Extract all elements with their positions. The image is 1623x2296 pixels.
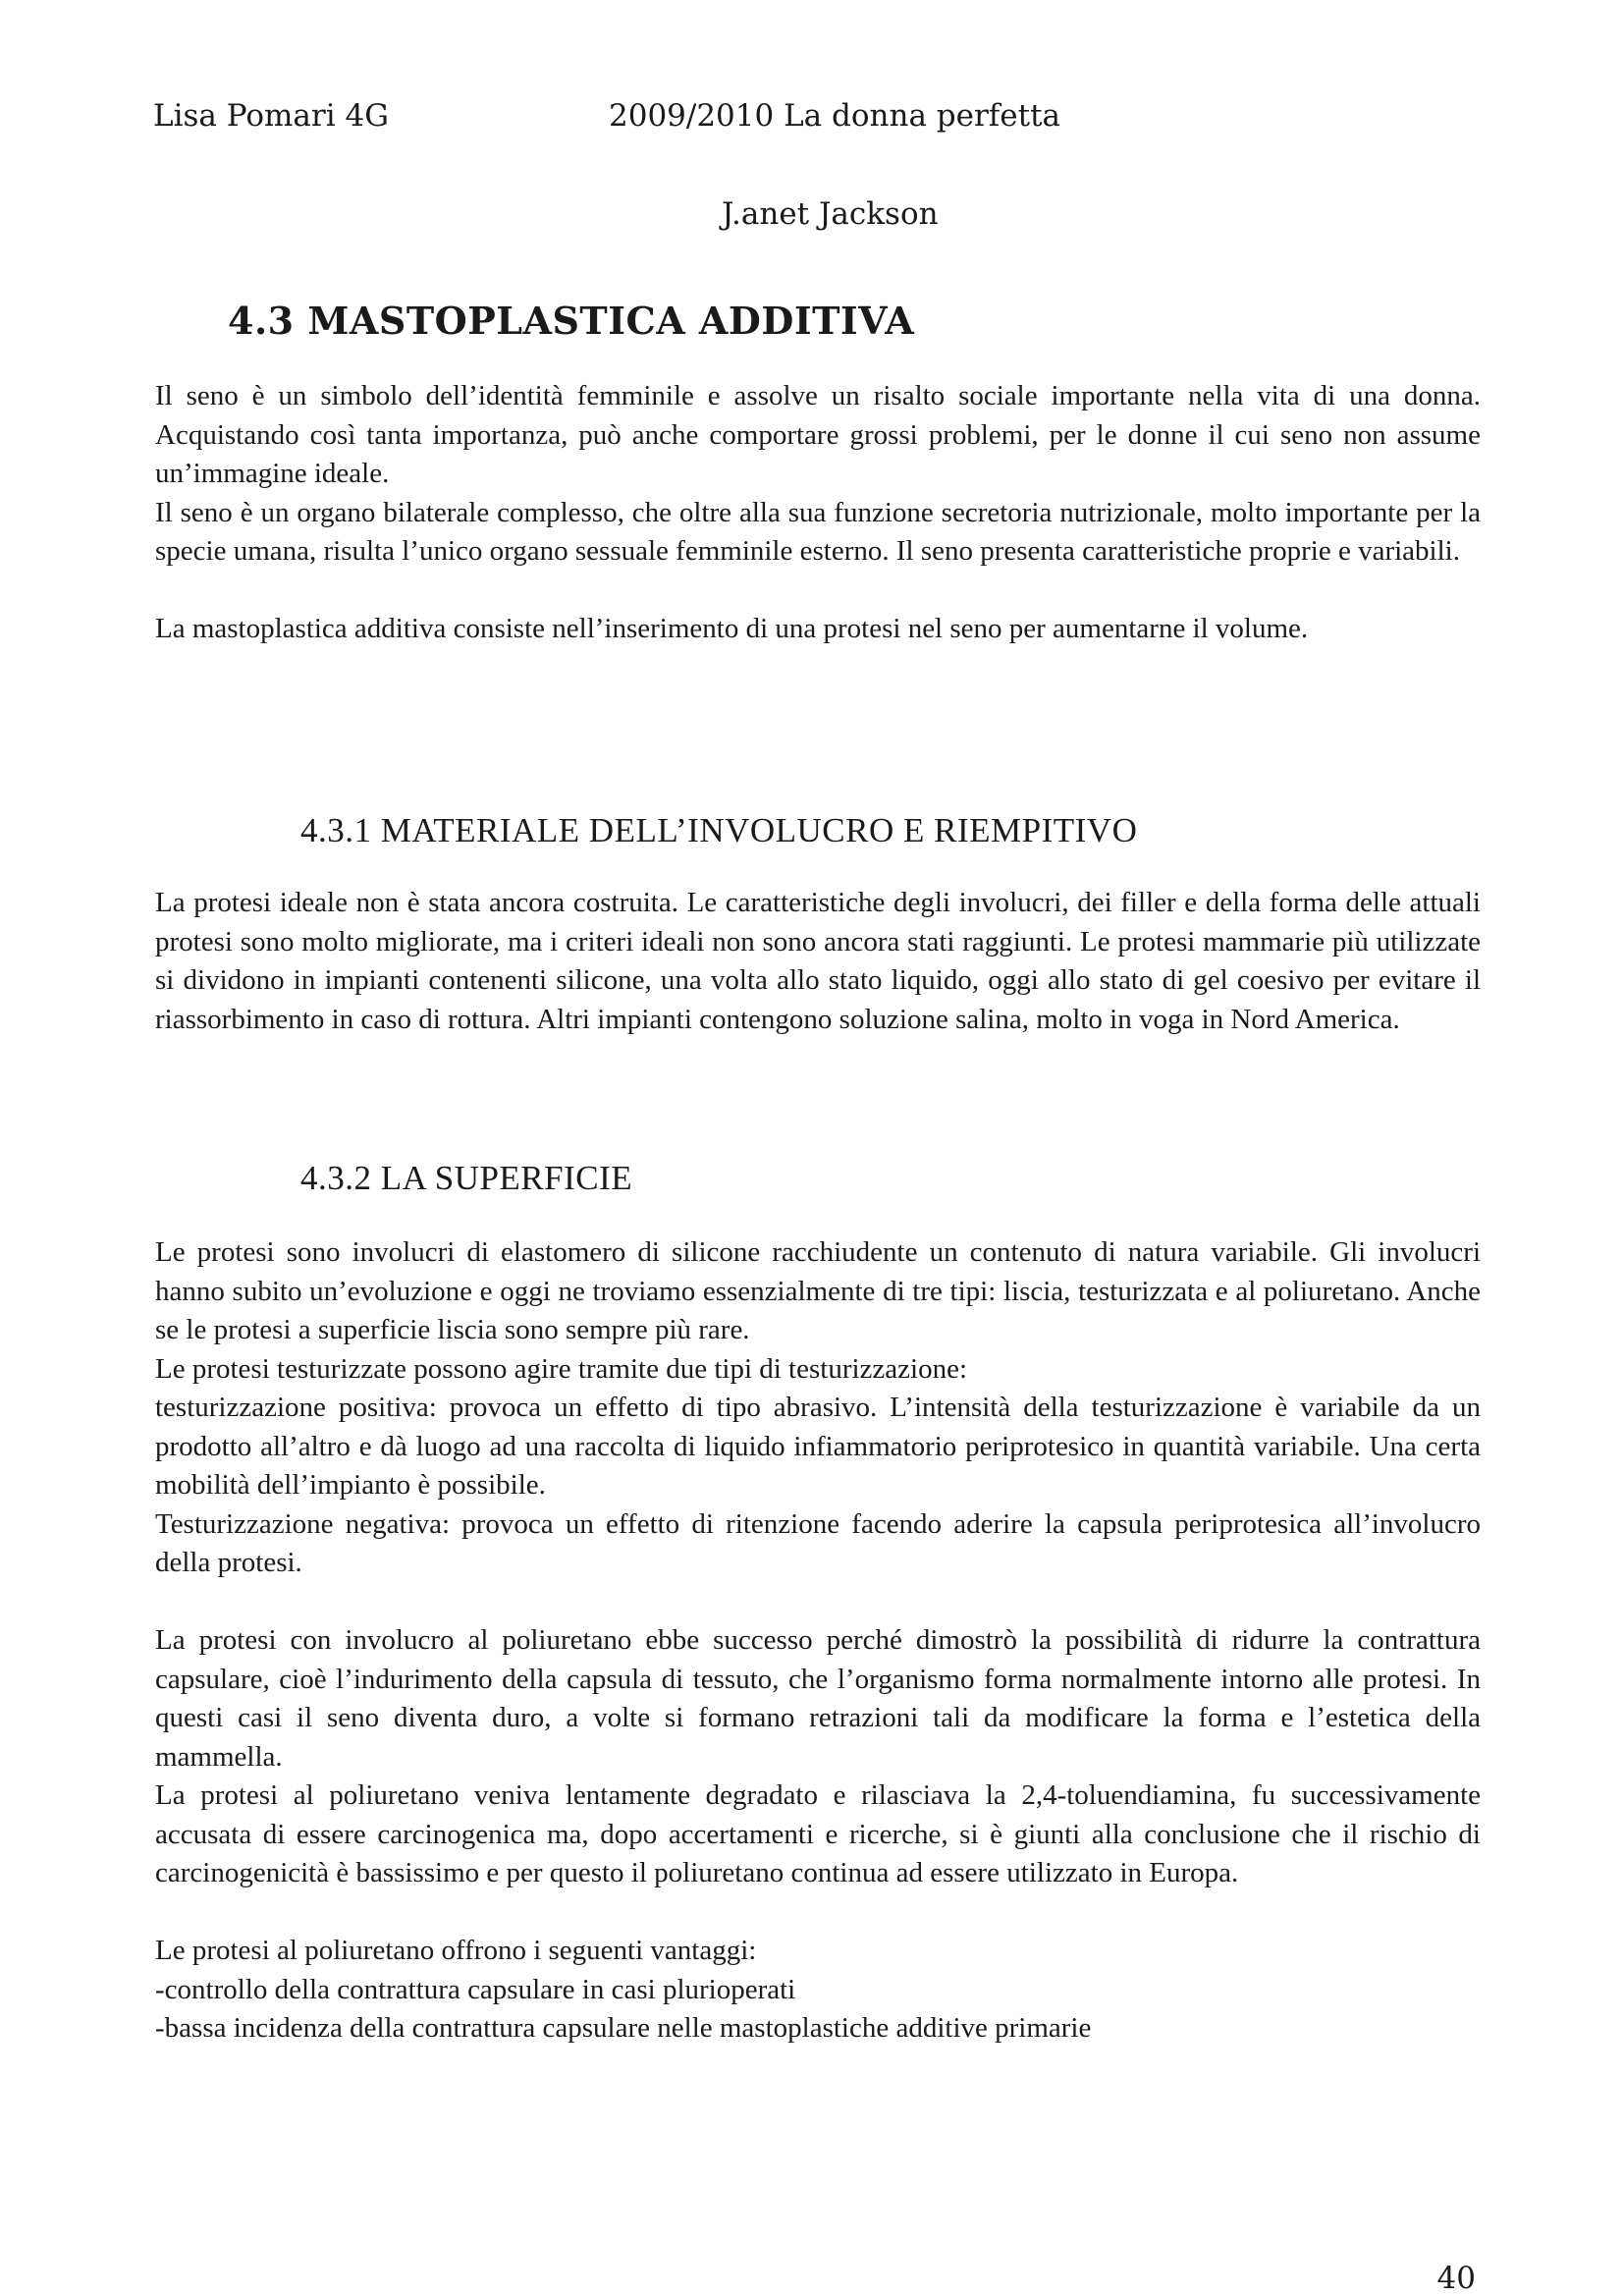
section-heading: 4.3 MASTOPLASTICA ADDITIVA: [228, 299, 915, 343]
list-item: -bassa incidenza della contrattura capsulare nelle mastoplastiche additive primarie: [155, 2012, 1092, 2044]
image-caption: J.anet Jackson: [722, 196, 939, 232]
section-body: [155, 377, 1481, 649]
paragraph: La protesi ideale non è stata ancora costruita. Le caratteristiche degli involucri, dei filler e della forma delle attuali protesi sono molto migliorate, ma i criteri ideali non sono ancora stati raggiunti. Le protesi mammarie più utilizzate si dividono in impianti contenenti silicone, una volta allo stato liquido, oggi allo stato di gel coesivo per evitare il riassorbimento in caso di rottura. Altri impianti contengono soluzione salina, molto in voga in Nord America.: [155, 887, 1481, 1035]
paragraph: La protesi al poliuretano veniva lentamente degradato e rilasciava la 2,4-toluendiamina, fu successivamente accusata di essere carcinogenica ma, dopo accertamenti e ricerche, si è giunti alla conclusione che il rischio di carcinogenicità è bassissimo e per questo il poliuretano continua ad essere utilizzato in Europa.: [155, 1779, 1481, 1888]
running-header-author: Lisa Pomari 4G: [153, 98, 389, 134]
paragraph: Il seno è un organo bilaterale complesso, che oltre alla sua funzione secretoria nutrizionale, molto importante per la specie umana, risulta l’unico organo sessuale femminile esterno. Il seno presenta caratteristiche proprie e variabili.: [155, 496, 1481, 567]
page-number: 40: [1436, 2261, 1476, 2296]
subsection-heading-superficie: 4.3.2 LA SUPERFICIE: [300, 1159, 633, 1197]
paragraph: La mastoplastica additiva consiste nell’inserimento di una protesi nel seno per aumentarne il volume.: [155, 613, 1309, 644]
subsection-heading-materiale: 4.3.1 MATERIALE DELL’INVOLUCRO E RIEMPITIVO: [300, 811, 1138, 849]
paragraph: Le protesi testurizzate possono agire tramite due tipi di testurizzazione:: [155, 1352, 968, 1385]
paragraph: Testurizzazione negativa: provoca un effetto di ritenzione facendo aderire la capsula periprotesica all’involucro della protesi.: [155, 1507, 1481, 1578]
subsection2-body: [155, 1233, 1481, 2049]
paragraph: testurizzazione positiva: provoca un effetto di tipo abrasivo. L’intensità della testurizzazione è variabile da un prodotto all’altro e dà luogo ad una raccolta di liquido infiammatorio periprotesico in quantità variabile. Una certa mobilità dell’impianto è possibile.: [155, 1392, 1481, 1501]
paragraph: Le protesi al poliuretano offrono i seguenti vantaggi:: [155, 1935, 757, 1966]
paragraph: Il seno è un simbolo dell’identità femminile e assolve un risalto sociale importante nella vita di una donna. Acquistando così tanta importanza, può anche comportare grossi problemi, per le donne il cui seno non assume un’immagine ideale.: [155, 380, 1481, 489]
subsection1-body: [155, 884, 1481, 1039]
running-header-title: 2009/2010 La donna perfetta: [609, 98, 1061, 134]
paragraph: Le protesi sono involucri di elastomero di silicone racchiudente un contenuto di natura variabile. Gli involucri hanno subito un’evoluzione e oggi ne troviamo essenzialmente di tre tipi: liscia, testurizzata e al poliuretano. Anche se le protesi a superficie liscia sono sempre più rare.: [155, 1236, 1481, 1345]
list-item: -controllo della contrattura capsulare in casi plurioperati: [155, 1973, 796, 2005]
paragraph: La protesi con involucro al poliuretano ebbe successo perché dimostrò la possibilità di ridurre la contrattura capsulare, cioè l’indurimento della capsula di tessuto, che l’organismo forma normalmente intorno alle protesi. In questi casi il seno diventa duro, a volte si formano retrazioni tali da modificare la forma e l’estetica della mammella.: [155, 1624, 1481, 1773]
